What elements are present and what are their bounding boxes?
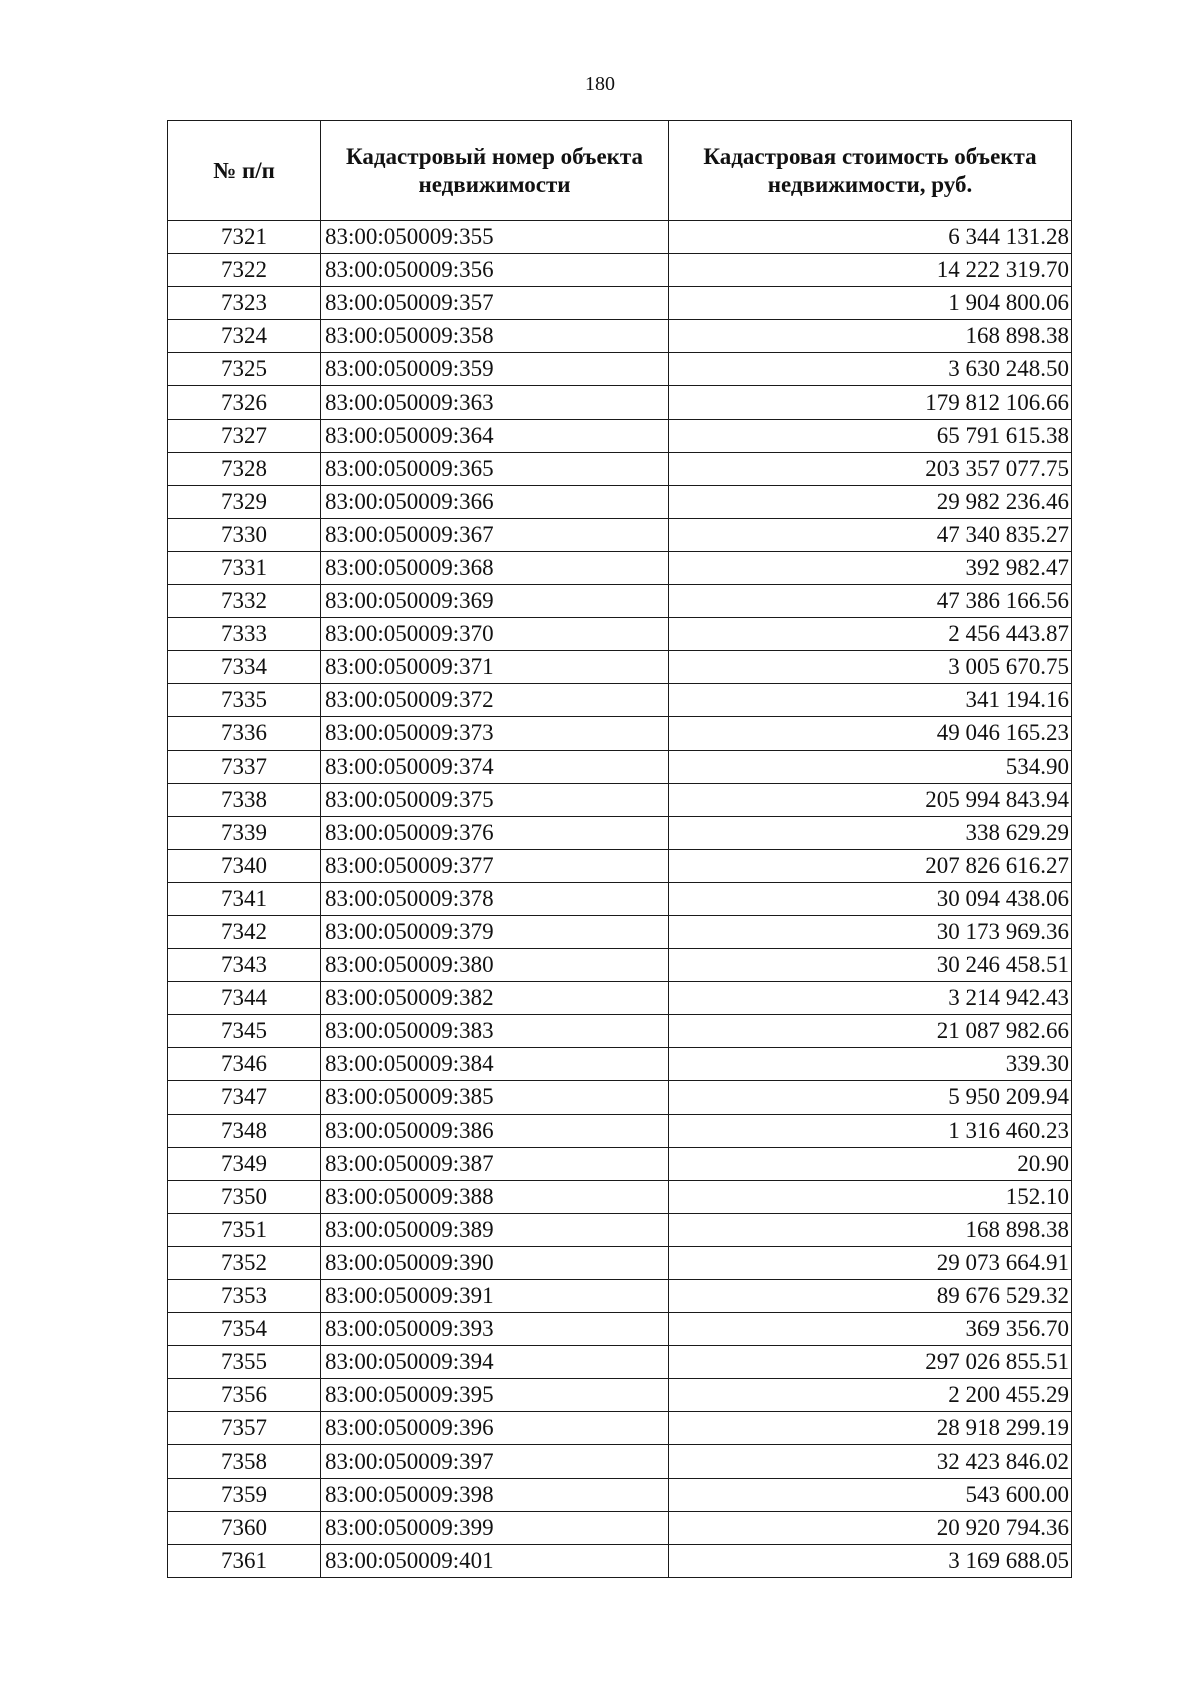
cadastral-value-cell: 168 898.38: [669, 1213, 1072, 1246]
cadastral-number-cell: 83:00:050009:399: [321, 1511, 669, 1544]
cadastral-value-cell: 392 982.47: [669, 551, 1072, 584]
table-row: [168, 750, 1072, 783]
page-number: 180: [585, 73, 615, 95]
row-number-cell: 7357: [168, 1412, 321, 1445]
table-row: [168, 1246, 1072, 1279]
row-number-cell: 7325: [168, 353, 321, 386]
table-row: [168, 1313, 1072, 1346]
row-number-cell: 7328: [168, 452, 321, 485]
table-row: [168, 783, 1072, 816]
cadastral-value-table: [167, 120, 1072, 1578]
cadastral-number-cell: 83:00:050009:390: [321, 1246, 669, 1279]
cadastral-number-cell: 83:00:050009:358: [321, 320, 669, 353]
table-row: [168, 982, 1072, 1015]
table-row: [168, 684, 1072, 717]
row-number-cell: 7352: [168, 1246, 321, 1279]
table-row: [168, 1081, 1072, 1114]
table-row: [168, 1346, 1072, 1379]
cadastral-number-cell: 83:00:050009:368: [321, 551, 669, 584]
cadastral-value-cell: 32 423 846.02: [669, 1445, 1072, 1478]
table-row: [168, 452, 1072, 485]
cadastral-number-cell: 83:00:050009:383: [321, 1015, 669, 1048]
cadastral-number-cell: 83:00:050009:401: [321, 1544, 669, 1577]
cadastral-value-cell: 179 812 106.66: [669, 386, 1072, 419]
table-row: [168, 717, 1072, 750]
cadastral-value-cell: 1 904 800.06: [669, 287, 1072, 320]
row-number-cell: 7355: [168, 1346, 321, 1379]
table-row: [168, 651, 1072, 684]
table-row: [168, 287, 1072, 320]
cadastral-number-cell: 83:00:050009:355: [321, 221, 669, 254]
cadastral-value-cell: 2 200 455.29: [669, 1379, 1072, 1412]
cadastral-value-cell: 14 222 319.70: [669, 254, 1072, 287]
cadastral-value-cell: 29 073 664.91: [669, 1246, 1072, 1279]
row-number-cell: 7331: [168, 551, 321, 584]
cadastral-value-cell: 341 194.16: [669, 684, 1072, 717]
table-row: [168, 353, 1072, 386]
row-number-cell: 7337: [168, 750, 321, 783]
table-row: [168, 551, 1072, 584]
cadastral-number-cell: 83:00:050009:391: [321, 1280, 669, 1313]
cadastral-value-cell: 168 898.38: [669, 320, 1072, 353]
table-row: [168, 221, 1072, 254]
cadastral-number-cell: 83:00:050009:371: [321, 651, 669, 684]
cadastral-value-cell: 29 982 236.46: [669, 485, 1072, 518]
row-number-cell: 7342: [168, 915, 321, 948]
row-number-cell: 7332: [168, 585, 321, 618]
table-row: [168, 1511, 1072, 1544]
table-row: [168, 518, 1072, 551]
cadastral-value-cell: 3 169 688.05: [669, 1544, 1072, 1577]
row-number-cell: 7322: [168, 254, 321, 287]
cadastral-number-cell: 83:00:050009:378: [321, 882, 669, 915]
cadastral-value-cell: 3 214 942.43: [669, 982, 1072, 1015]
row-number-cell: 7333: [168, 618, 321, 651]
cadastral-number-cell: 83:00:050009:370: [321, 618, 669, 651]
cadastral-value-cell: 152.10: [669, 1180, 1072, 1213]
table-header: [168, 121, 1072, 221]
table-row: [168, 915, 1072, 948]
cadastral-number-cell: 83:00:050009:359: [321, 353, 669, 386]
cadastral-value-cell: 534.90: [669, 750, 1072, 783]
cadastral-value-cell: 28 918 299.19: [669, 1412, 1072, 1445]
cadastral-number-cell: 83:00:050009:388: [321, 1180, 669, 1213]
table-row: [168, 849, 1072, 882]
cadastral-number-cell: 83:00:050009:372: [321, 684, 669, 717]
cadastral-value-cell: 203 357 077.75: [669, 452, 1072, 485]
header-cadastral-value: Кадастровая стоимость объекта недвижимости, руб.: [669, 121, 1072, 221]
table-row: [168, 1114, 1072, 1147]
cadastral-value-cell: 338 629.29: [669, 816, 1072, 849]
table-row: [168, 1015, 1072, 1048]
cadastral-value-cell: 47 386 166.56: [669, 585, 1072, 618]
table-row: [168, 386, 1072, 419]
cadastral-number-cell: 83:00:050009:384: [321, 1048, 669, 1081]
row-number-cell: 7334: [168, 651, 321, 684]
cadastral-value-cell: 30 094 438.06: [669, 882, 1072, 915]
cadastral-value-cell: 21 087 982.66: [669, 1015, 1072, 1048]
header-number: № п/п: [168, 121, 321, 221]
cadastral-value-cell: 3 630 248.50: [669, 353, 1072, 386]
row-number-cell: 7346: [168, 1048, 321, 1081]
row-number-cell: 7359: [168, 1478, 321, 1511]
cadastral-table-container: [167, 120, 1071, 1578]
row-number-cell: 7338: [168, 783, 321, 816]
row-number-cell: 7340: [168, 849, 321, 882]
row-number-cell: 7354: [168, 1313, 321, 1346]
table-row: [168, 1445, 1072, 1478]
cadastral-number-cell: 83:00:050009:369: [321, 585, 669, 618]
cadastral-number-cell: 83:00:050009:389: [321, 1213, 669, 1246]
row-number-cell: 7358: [168, 1445, 321, 1478]
table-row: [168, 1478, 1072, 1511]
cadastral-number-cell: 83:00:050009:376: [321, 816, 669, 849]
cadastral-value-cell: 205 994 843.94: [669, 783, 1072, 816]
cadastral-number-cell: 83:00:050009:395: [321, 1379, 669, 1412]
cadastral-number-cell: 83:00:050009:387: [321, 1147, 669, 1180]
cadastral-value-cell: 30 246 458.51: [669, 949, 1072, 982]
table-row: [168, 254, 1072, 287]
cadastral-number-cell: 83:00:050009:367: [321, 518, 669, 551]
cadastral-value-cell: 369 356.70: [669, 1313, 1072, 1346]
cadastral-number-cell: 83:00:050009:377: [321, 849, 669, 882]
cadastral-value-cell: 30 173 969.36: [669, 915, 1072, 948]
table-row: [168, 485, 1072, 518]
cadastral-number-cell: 83:00:050009:356: [321, 254, 669, 287]
cadastral-number-cell: 83:00:050009:397: [321, 1445, 669, 1478]
cadastral-number-cell: 83:00:050009:379: [321, 915, 669, 948]
cadastral-value-cell: 20.90: [669, 1147, 1072, 1180]
row-number-cell: 7348: [168, 1114, 321, 1147]
cadastral-value-cell: 2 456 443.87: [669, 618, 1072, 651]
cadastral-number-cell: 83:00:050009:375: [321, 783, 669, 816]
cadastral-number-cell: 83:00:050009:393: [321, 1313, 669, 1346]
cadastral-value-cell: 49 046 165.23: [669, 717, 1072, 750]
cadastral-number-cell: 83:00:050009:363: [321, 386, 669, 419]
row-number-cell: 7360: [168, 1511, 321, 1544]
cadastral-number-cell: 83:00:050009:385: [321, 1081, 669, 1114]
table-row: [168, 949, 1072, 982]
row-number-cell: 7321: [168, 221, 321, 254]
table-row: [168, 882, 1072, 915]
cadastral-number-cell: 83:00:050009:394: [321, 1346, 669, 1379]
header-row: [168, 121, 1072, 221]
row-number-cell: 7326: [168, 386, 321, 419]
cadastral-number-cell: 83:00:050009:364: [321, 419, 669, 452]
cadastral-value-cell: 6 344 131.28: [669, 221, 1072, 254]
cadastral-number-cell: 83:00:050009:382: [321, 982, 669, 1015]
cadastral-value-cell: 297 026 855.51: [669, 1346, 1072, 1379]
cadastral-number-cell: 83:00:050009:396: [321, 1412, 669, 1445]
row-number-cell: 7341: [168, 882, 321, 915]
table-row: [168, 816, 1072, 849]
row-number-cell: 7330: [168, 518, 321, 551]
row-number-cell: 7339: [168, 816, 321, 849]
header-cadastral-number: Кадастровый номер объекта недвижимости: [321, 121, 669, 221]
cadastral-value-cell: 207 826 616.27: [669, 849, 1072, 882]
row-number-cell: 7350: [168, 1180, 321, 1213]
cadastral-value-cell: 65 791 615.38: [669, 419, 1072, 452]
cadastral-value-cell: 3 005 670.75: [669, 651, 1072, 684]
cadastral-number-cell: 83:00:050009:365: [321, 452, 669, 485]
row-number-cell: 7335: [168, 684, 321, 717]
row-number-cell: 7361: [168, 1544, 321, 1577]
table-row: [168, 585, 1072, 618]
row-number-cell: 7344: [168, 982, 321, 1015]
row-number-cell: 7356: [168, 1379, 321, 1412]
row-number-cell: 7327: [168, 419, 321, 452]
row-number-cell: 7351: [168, 1213, 321, 1246]
cadastral-value-cell: 47 340 835.27: [669, 518, 1072, 551]
table-row: [168, 1379, 1072, 1412]
table-row: [168, 1147, 1072, 1180]
cadastral-value-cell: 5 950 209.94: [669, 1081, 1072, 1114]
row-number-cell: 7349: [168, 1147, 321, 1180]
cadastral-number-cell: 83:00:050009:374: [321, 750, 669, 783]
cadastral-number-cell: 83:00:050009:386: [321, 1114, 669, 1147]
table-row: [168, 1180, 1072, 1213]
cadastral-number-cell: 83:00:050009:380: [321, 949, 669, 982]
cadastral-number-cell: 83:00:050009:373: [321, 717, 669, 750]
row-number-cell: 7345: [168, 1015, 321, 1048]
cadastral-number-cell: 83:00:050009:366: [321, 485, 669, 518]
table-row: [168, 1544, 1072, 1577]
table-row: [168, 320, 1072, 353]
table-row: [168, 1048, 1072, 1081]
cadastral-value-cell: 89 676 529.32: [669, 1280, 1072, 1313]
cadastral-number-cell: 83:00:050009:398: [321, 1478, 669, 1511]
cadastral-value-cell: 339.30: [669, 1048, 1072, 1081]
table-row: [168, 1280, 1072, 1313]
cadastral-value-cell: 543 600.00: [669, 1478, 1072, 1511]
row-number-cell: 7347: [168, 1081, 321, 1114]
row-number-cell: 7323: [168, 287, 321, 320]
cadastral-value-cell: 1 316 460.23: [669, 1114, 1072, 1147]
cadastral-value-cell: 20 920 794.36: [669, 1511, 1072, 1544]
row-number-cell: 7324: [168, 320, 321, 353]
cadastral-number-cell: 83:00:050009:357: [321, 287, 669, 320]
row-number-cell: 7353: [168, 1280, 321, 1313]
row-number-cell: 7329: [168, 485, 321, 518]
row-number-cell: 7336: [168, 717, 321, 750]
table-row: [168, 1412, 1072, 1445]
table-row: [168, 1213, 1072, 1246]
row-number-cell: 7343: [168, 949, 321, 982]
table-row: [168, 618, 1072, 651]
table-row: [168, 419, 1072, 452]
table-body: [168, 221, 1072, 1578]
